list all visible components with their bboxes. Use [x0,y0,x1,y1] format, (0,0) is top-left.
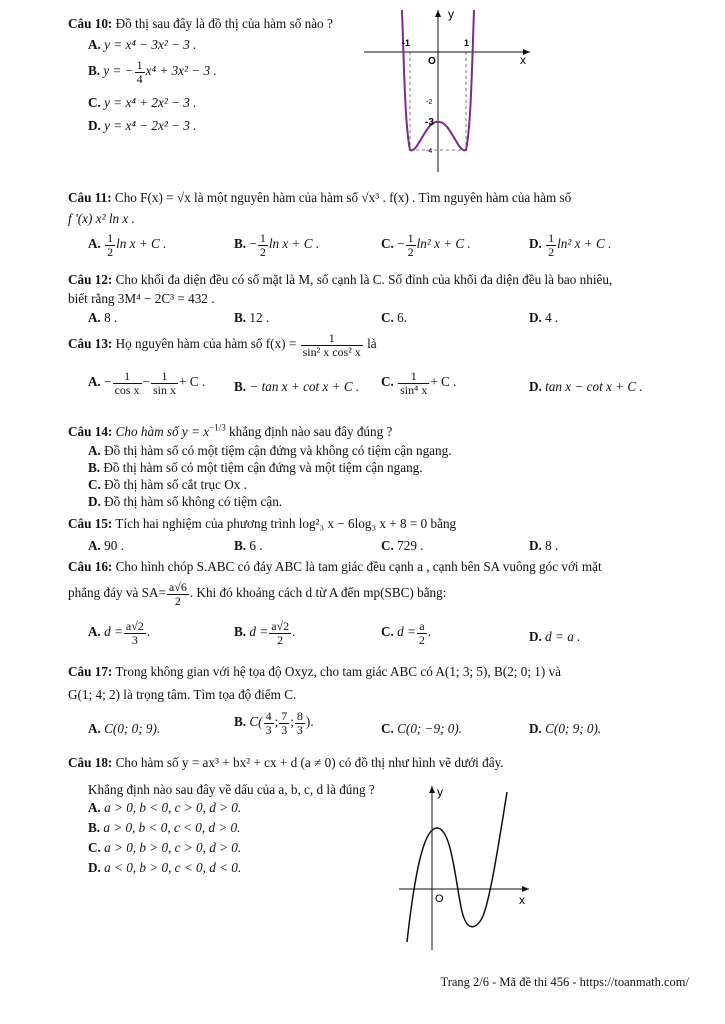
q17-option-c [381,721,462,738]
q12-option-a [88,310,117,327]
fraction-numerator: 1 [136,58,143,72]
q15-stem [68,516,456,533]
x-axis-label: x [520,53,526,67]
q12-option-d [529,310,558,327]
tick-label-neg4: -4 [426,148,433,155]
option-text-pre: − [249,236,257,252]
q18-graph [395,782,535,957]
q14-stem-post: khẳng định nào sau đây đúng ? [229,424,393,439]
option-letter: C. [381,624,394,640]
fraction-numerator: a√2 [271,619,290,633]
option-text-post: . [146,624,151,640]
option-text: Đồ thị hàm số không có tiệm cận. [104,494,283,509]
q15-option-c [381,538,424,555]
origin-label: O [428,56,436,67]
q18-stem-text: Cho hàm số y = ax³ + bx² + cx + d (a ≠ 0) có đồ thị như hình vẽ dưới đây. [115,755,504,770]
q17-option-d [529,721,601,738]
option-letter: D. [529,538,542,553]
q18-stem [68,755,504,772]
option-letter: A. [88,538,101,553]
q16-stem2-pre: phẳng đáy và SA= [68,585,166,601]
fraction-numerator: 8 [296,709,303,723]
fraction-denominator: 3 [131,632,138,647]
q13-stem [68,332,377,358]
q15-label: Câu 15: [68,516,113,531]
option-letter: A. [88,236,101,252]
q14-exponent: −1/3 [209,422,226,433]
y-axis-label: y [448,7,454,21]
tick-label-neg2: -2 [426,99,433,106]
option-letter: A. [88,374,101,390]
option-text-post: ln² x + C . [557,236,612,252]
option-text: 6 . [249,538,263,553]
fraction-denominator: 3 [296,722,303,737]
y-axis-label: y [437,785,443,799]
option-text-post: ). [305,714,314,730]
fraction [151,370,178,396]
option-text-post: x⁴ + 3x² − 3 . [145,63,217,79]
option-text: y = x⁴ − 3x² − 3 . [104,37,197,52]
q13-stem-post: là [367,336,377,352]
option-letter: C. [88,95,101,110]
option-text: − tan x + cot x + C . [249,379,360,394]
option-text: d = a . [545,629,581,644]
fraction-denominator: 2 [174,593,181,608]
fraction-numerator: 4 [265,709,272,723]
fraction-numerator: 1 [151,370,178,384]
option-letter: B. [88,63,101,79]
fraction-denominator: sin⁴ x [400,382,428,397]
q18-option-d [88,860,241,877]
q10-label: Câu 10: [68,16,113,31]
q15-option-a [88,538,124,555]
q11-label: Câu 11: [68,190,112,205]
q12-option-b [234,310,269,327]
q17-stem-text-2: G(1; 4; 2) là trọng tâm. Tìm tọa độ điểm C. [68,687,297,702]
q16-stem [68,559,602,576]
fraction [264,710,274,736]
q16-stem-line2 [68,581,446,607]
option-text-mid: − [142,374,150,390]
q14-option-a [88,443,452,460]
fraction [113,370,142,396]
option-text: Đồ thị hàm số có một tiệm cận đứng và không có tiệm cận ngang. [104,443,452,458]
option-text-post: ln x + C . [268,236,320,252]
fraction-numerator: 1 [548,231,555,245]
q14-option-d [88,494,282,511]
option-letter: C. [381,538,394,553]
quartic-graph-svg [362,6,534,174]
option-text: C(0; 0; 9). [104,721,161,736]
q13-option-b [234,379,359,396]
tick-label-neg1: -1 [402,38,411,48]
q14-label: Câu 14: [68,424,113,439]
option-text-post: + C . [179,374,206,390]
tick-label-1: 1 [464,38,470,48]
q11-stem-line2 [68,211,135,228]
q17-stem-line2 [68,687,296,704]
fraction-numerator: 1 [259,231,266,245]
q13-option-d [529,379,643,396]
fraction-denominator: 4 [136,71,143,86]
tick-label-neg3: -3 [425,117,434,128]
option-text: C(0; 9; 0). [545,721,602,736]
fraction-numerator: a [417,620,427,634]
option-text-pre: C( [249,714,263,730]
option-letter: B. [88,820,101,835]
fraction [167,581,189,607]
option-letter: B. [234,624,247,640]
q18-stem-line2 [88,782,375,799]
q16-stem-text: Cho hình chóp S.ABC có đáy ABC là tam giác đều cạnh a , cạnh bên SA vuông góc với mặt [115,559,602,574]
option-letter: B. [234,236,247,252]
q10-stem-text: Đồ thị sau đây là đồ thị của hàm số nào ? [115,16,333,31]
q18-label: Câu 18: [68,755,113,770]
fraction-denominator: sin x [153,382,177,397]
option-text: 4 . [545,310,559,325]
q15-option-b [234,538,263,555]
option-text: Đồ thị hàm số cắt trục Ox . [104,477,247,492]
fraction-numerator: 1 [107,231,114,245]
cubic-curve [407,792,507,942]
q13-label: Câu 13: [68,336,113,352]
q11-stem-text-2: f '(x) x² ln x . [68,211,135,226]
option-letter: A. [88,800,101,815]
option-letter: A. [88,721,101,736]
fraction [135,59,145,85]
x-axis-label: x [519,893,525,907]
q12-option-c [381,310,407,327]
fraction-numerator: 1 [113,370,142,384]
fraction-denominator: 2 [548,244,555,259]
fraction-numerator: a√2 [125,619,144,633]
option-text-pre: − [104,374,112,390]
q17-stem [68,664,561,681]
option-letter: D. [88,118,101,133]
option-text-pre: − [397,236,405,252]
page-footer: Trang 2/6 - Mã đề thi 456 - https://toanmath.com/ [440,975,689,989]
fraction-denominator: 2 [418,632,425,647]
q13-option-c [381,370,456,396]
option-letter: A. [88,37,101,52]
origin-label: O [435,893,444,905]
option-letter: C. [381,374,394,390]
option-text: Đồ thị hàm số có một tiệm cận đứng và một tiệm cận ngang. [103,460,423,475]
x-axis-arrow [522,886,529,892]
option-letter: D. [88,860,101,875]
q10-graph [362,6,534,179]
y-axis-arrow [429,786,435,793]
fraction-denominator: cos x [114,382,140,397]
option-letter: B. [88,460,101,475]
fraction [417,620,427,646]
option-letter: B. [234,538,247,553]
option-letter: D. [529,236,542,252]
fraction-numerator: 1 [301,332,363,346]
option-letter: C. [381,236,394,252]
option-text: 8 . [545,538,559,553]
q16-option-d [529,629,580,646]
option-letter: C. [381,721,394,736]
option-text: C(0; −9; 0). [397,721,463,736]
q10-option-b [88,59,217,85]
fraction [301,332,363,358]
option-text: y = x⁴ + 2x² − 3 . [104,95,197,110]
q10-option-a [88,37,196,54]
q10-stem [68,16,333,33]
q11-stem-text: Cho F(x) = √x là một nguyên hàm của hàm số √x³ . f(x) . Tìm nguyên hàm của hàm số [114,190,572,205]
option-letter: C. [88,840,101,855]
fraction [406,232,416,258]
option-letter: C. [381,310,394,325]
option-letter: C. [88,477,101,492]
option-text-pre: d = [397,624,416,640]
fraction-numerator: 7 [281,709,288,723]
fraction [398,370,429,396]
option-text-pre: d = [104,624,123,640]
q18-stem-text-2: Khẳng định nào sau đây về dấu của a, b, c, d là đúng ? [88,782,375,797]
fraction-numerator: a√6 [168,580,187,594]
q17-option-a [88,721,160,738]
option-letter: B. [234,714,247,730]
q12-stem-text-2: biết rằng 3M⁴ − 2C³ = 432 . [68,291,215,306]
q18-option-a [88,800,241,817]
option-letter: A. [88,624,101,640]
fraction [124,620,146,646]
option-text: 90 . [104,538,124,553]
fraction [269,620,291,646]
q12-stem-line2 [68,291,215,308]
option-letter: A. [88,310,101,325]
option-letter: A. [88,443,101,458]
q16-stem2-post: . Khi đó khoảng cách d từ A đến mp(SBC) bằng: [189,585,447,601]
fraction-denominator: 3 [265,722,272,737]
q17-option-b: B. C( $\frac{4}{3}$ ; $\frac{7}{3}$ ; $\frac{8}{3}$ ). [234,709,314,737]
option-text: 6. [397,310,408,325]
fraction-numerator: 1 [407,231,414,245]
q17-label: Câu 17: [68,664,113,679]
y-axis-arrow [435,10,441,17]
option-text-post: ln² x + C . [416,236,471,252]
q14-stem [68,424,392,441]
q18-option-c [88,840,241,857]
fraction-denominator: sin² x cos² x [302,344,361,359]
q11-option-b [234,232,319,258]
option-letter: B. [234,379,247,394]
option-text-pre: d = [249,624,269,640]
option-letter: D. [529,310,542,325]
option-text: a > 0, b < 0, c > 0, d > 0. [104,800,242,815]
q13-option-a [88,370,205,396]
q14-option-b [88,460,423,477]
fraction-denominator: 2 [407,244,414,259]
q12-stem [68,272,612,289]
fraction [546,232,556,258]
fraction [295,710,305,736]
q12-label: Câu 12: [68,272,113,287]
fraction [258,232,268,258]
option-text: y = x⁴ − 2x² − 3 . [104,118,197,133]
option-text: a > 0, b < 0, c < 0, d > 0. [103,820,241,835]
option-letter: B. [234,310,247,325]
q16-option-c [381,620,431,646]
q11-option-a [88,232,166,258]
q18-option-b [88,820,240,837]
option-text: a > 0, b > 0, c > 0, d > 0. [104,840,242,855]
option-text-post: . [292,624,296,640]
fraction-denominator: 3 [281,722,288,737]
option-text-pre: y = − [103,63,134,79]
fraction-denominator: 2 [259,244,266,259]
fraction-denominator: 2 [277,632,284,647]
option-text-post: . [427,624,432,640]
q14-stem-pre: Cho hàm số y = x [115,424,210,439]
q15-option-d [529,538,558,555]
option-text-post: + C . [430,374,457,390]
fraction [279,710,289,736]
option-text: a < 0, b > 0, c < 0, d < 0. [104,860,242,875]
option-text: 8 . [104,310,118,325]
q12-stem-text: Cho khối đa diện đều có số mặt là M, số cạnh là C. Số đỉnh của khối đa diện đều là bao nhiêu, [115,272,613,287]
fraction [105,232,115,258]
q11-option-d [529,232,611,258]
option-text: tan x − cot x + C . [545,379,643,394]
q16-label: Câu 16: [68,559,113,574]
option-letter: D. [88,494,101,509]
q16-option-b [234,620,295,646]
q11-stem [68,190,571,207]
q13-stem-pre: Họ nguyên hàm của hàm số f(x) = [115,336,297,352]
option-letter: D. [529,721,542,736]
option-text: 729 . [397,538,424,553]
fraction-denominator: 2 [107,244,114,259]
q10-option-c [88,95,196,112]
q17-stem-text: Trong không gian với hệ tọa độ Oxyz, cho tam giác ABC có A(1; 3; 5), B(2; 0; 1) và [115,664,562,679]
option-letter: D. [529,379,542,394]
q16-option-a [88,620,150,646]
option-letter: D. [529,629,542,644]
q14-option-c [88,477,247,494]
q11-option-c [381,232,471,258]
q10-option-d [88,118,196,135]
q15-stem-text: Tích hai nghiệm của phương trình log²₃ x − 6log₃ x + 8 = 0 bằng [115,516,457,531]
option-text: 12 . [249,310,270,325]
option-text-post: ln x + C . [116,236,167,252]
cubic-graph-svg [395,782,535,952]
fraction-numerator: 1 [398,370,429,384]
